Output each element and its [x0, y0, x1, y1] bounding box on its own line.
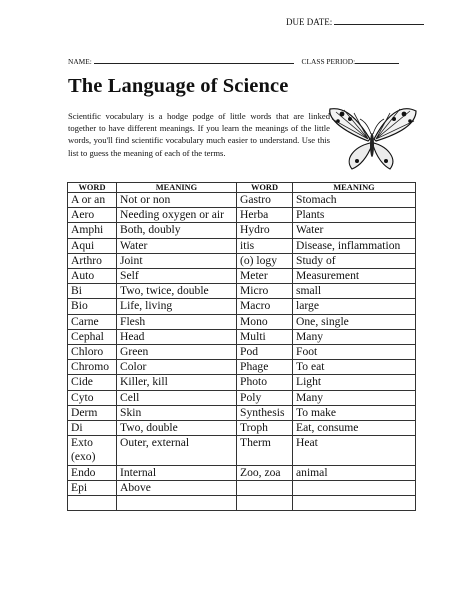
meaning-cell: To make	[293, 405, 416, 420]
table-row	[68, 253, 416, 268]
meaning-cell: Light	[293, 375, 416, 390]
column-header: MEANING	[293, 183, 416, 193]
table-row	[68, 269, 416, 284]
word-cell: Bio	[68, 299, 117, 314]
meaning-cell: Self	[117, 269, 237, 284]
table-row	[68, 314, 416, 329]
meaning-cell: Eat, consume	[293, 421, 416, 436]
word-cell	[68, 496, 117, 511]
table-row	[68, 465, 416, 480]
butterfly-icon	[324, 103, 420, 173]
table-row	[68, 193, 416, 208]
table-row	[68, 375, 416, 390]
meaning-cell: Outer, external	[117, 436, 237, 465]
word-cell: Arthro	[68, 253, 117, 268]
word-cell: Macro	[237, 299, 293, 314]
word-cell: Zoo, zoa	[237, 465, 293, 480]
word-cell: Aqui	[68, 238, 117, 253]
table-header-row	[68, 183, 416, 193]
meaning-cell	[117, 496, 237, 511]
meaning-cell: Two, double	[117, 421, 237, 436]
meaning-cell: Needing oxygen or air	[117, 208, 237, 223]
word-cell: Meter	[237, 269, 293, 284]
column-header: MEANING	[117, 183, 237, 193]
name-label: NAME:	[68, 57, 92, 66]
word-cell: (o) logy	[237, 253, 293, 268]
meaning-cell: Green	[117, 345, 237, 360]
name-blank[interactable]	[94, 57, 294, 64]
meaning-cell: Water	[117, 238, 237, 253]
word-cell: Herba	[237, 208, 293, 223]
word-cell: Hydro	[237, 223, 293, 238]
meaning-cell: Two, twice, double	[117, 284, 237, 299]
column-header: WORD	[237, 183, 293, 193]
meaning-cell: Skin	[117, 405, 237, 420]
meaning-cell: large	[293, 299, 416, 314]
word-cell: Cide	[68, 375, 117, 390]
table-row	[68, 390, 416, 405]
word-cell: Chromo	[68, 360, 117, 375]
word-cell: Amphi	[68, 223, 117, 238]
table-row	[68, 421, 416, 436]
word-cell: itis	[237, 238, 293, 253]
word-cell: Pod	[237, 345, 293, 360]
meaning-cell: Cell	[117, 390, 237, 405]
meaning-cell: Killer, kill	[117, 375, 237, 390]
meaning-cell: Heat	[293, 436, 416, 465]
word-cell: Chloro	[68, 345, 117, 360]
word-cell: Derm	[68, 405, 117, 420]
due-date-blank[interactable]	[334, 16, 424, 25]
meaning-cell: Water	[293, 223, 416, 238]
word-cell: Micro	[237, 284, 293, 299]
meaning-cell: Joint	[117, 253, 237, 268]
student-info-line	[68, 57, 399, 66]
table-row	[68, 238, 416, 253]
meaning-cell: Many	[293, 329, 416, 344]
meaning-cell: Study of	[293, 253, 416, 268]
word-cell	[237, 480, 293, 495]
meaning-cell: Foot	[293, 345, 416, 360]
table-row	[68, 436, 416, 465]
word-cell: Auto	[68, 269, 117, 284]
meaning-cell: Plants	[293, 208, 416, 223]
meaning-cell: Head	[117, 329, 237, 344]
vocabulary-table	[67, 182, 416, 511]
due-date-label: DUE DATE:	[286, 17, 333, 27]
meaning-cell: Color	[117, 360, 237, 375]
word-cell: Aero	[68, 208, 117, 223]
word-cell: Bi	[68, 284, 117, 299]
table-row	[68, 208, 416, 223]
word-cell: Synthesis	[237, 405, 293, 420]
word-cell: Cephal	[68, 329, 117, 344]
meaning-cell: Not or non	[117, 193, 237, 208]
word-cell: Carne	[68, 314, 117, 329]
meaning-cell: small	[293, 284, 416, 299]
meaning-cell: Both, doubly	[117, 223, 237, 238]
class-period-blank[interactable]	[355, 57, 399, 64]
page-title: The Language of Science	[68, 75, 289, 97]
word-cell: Gastro	[237, 193, 293, 208]
word-cell: Endo	[68, 465, 117, 480]
meaning-cell: To eat	[293, 360, 416, 375]
table-row	[68, 360, 416, 375]
word-cell: Multi	[237, 329, 293, 344]
table-row	[68, 329, 416, 344]
table-row	[68, 405, 416, 420]
table-row	[68, 345, 416, 360]
intro-paragraph: Scientific vocabulary is a hodge podge of little words that are linked together to have different meanings. If you learn the meanings of the little words, you'll find scientific vocabulary much easier to understand. Use this list to guess the meaning of each of the terms.	[68, 111, 330, 158]
meaning-cell: Stomach	[293, 193, 416, 208]
meaning-cell: animal	[293, 465, 416, 480]
class-period-label: CLASS PERIOD:	[301, 57, 356, 66]
word-cell: Mono	[237, 314, 293, 329]
meaning-cell: Life, living	[117, 299, 237, 314]
meaning-cell: One, single	[293, 314, 416, 329]
word-cell: Cyto	[68, 390, 117, 405]
meaning-cell: Flesh	[117, 314, 237, 329]
word-cell: Di	[68, 421, 117, 436]
word-cell: A or an	[68, 193, 117, 208]
table-row	[68, 496, 416, 511]
table-row	[68, 480, 416, 495]
word-cell: Photo	[237, 375, 293, 390]
meaning-cell: Measurement	[293, 269, 416, 284]
word-cell: Poly	[237, 390, 293, 405]
word-cell: Phage	[237, 360, 293, 375]
column-header: WORD	[68, 183, 117, 193]
meaning-cell	[293, 496, 416, 511]
word-cell	[237, 496, 293, 511]
word-cell: Epi	[68, 480, 117, 495]
meaning-cell: Above	[117, 480, 237, 495]
table-row	[68, 284, 416, 299]
table-row	[68, 223, 416, 238]
meaning-cell: Many	[293, 390, 416, 405]
due-date	[286, 16, 424, 27]
word-cell: Therm	[237, 436, 293, 465]
meaning-cell: Internal	[117, 465, 237, 480]
meaning-cell: Disease, inflammation	[293, 238, 416, 253]
word-cell: Exto (exo)	[68, 436, 117, 465]
table-row	[68, 299, 416, 314]
word-cell: Troph	[237, 421, 293, 436]
meaning-cell	[293, 480, 416, 495]
